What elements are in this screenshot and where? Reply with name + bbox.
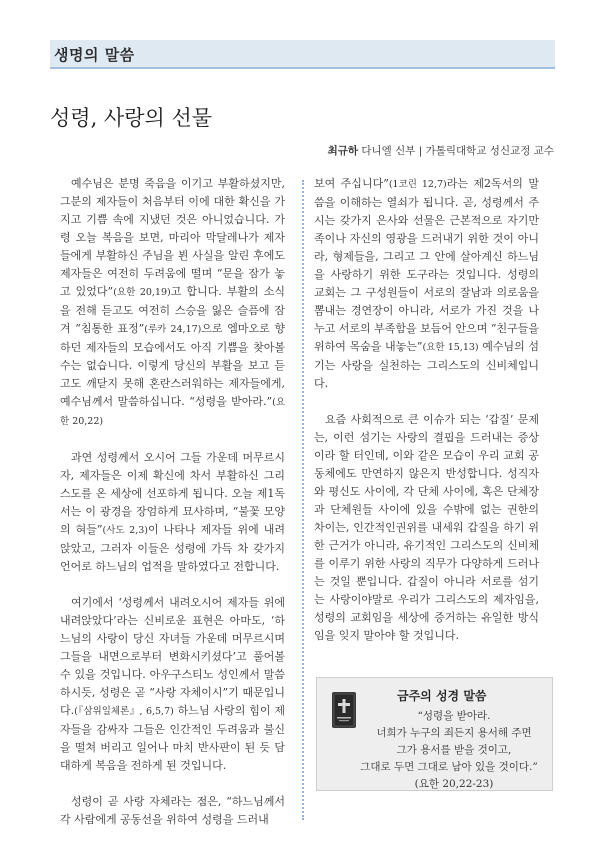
byline (328, 143, 554, 158)
left-paragraph-1: 예수님은 분명 죽음을 이기고 부활하셨지만, 그분의 제자들이 처음부터 이에 대한 확신을 가지고 기쁨 속에 지냈던 것은 아니었습니다. 가령 오늘 복음을 보면, 마리아 막달레나가 제자들에게 부활하신 주님을 뵌 사실을 알린 후에도 제자들은 여전히 두려움에 떨며 “문을 잠가 놓고 있었다”(요한 20,19)고 합니다. 부활의 소식을 전해 듣고도 여전히 스승을 잃은 슬픔에 잠겨 “침통한 표정”(루카 24,17)으로 엠마오로 향하던 제자들의 모습에서도 아직 기쁨을 찾아볼 수는 없습니다. 이렇게 당신의 부활을 보고 듣고도 깨닫지 못해 혼란스러워하는 제자들에게, 예수님께서 말씀하십니다. “성령을 받아라.”(요한 20,22) (60, 177, 286, 427)
verse-line: 그가 용서를 받을 것이고, (396, 744, 512, 756)
verse-line: “성령을 받아라. (417, 710, 491, 722)
scripture-ref: (요한 15,13) (422, 342, 479, 353)
scripture-ref: (사도 2,3) (102, 525, 148, 536)
left-column (60, 175, 285, 847)
scripture-ref: (요한 20,22) (60, 397, 285, 427)
author-name: 최규하 (327, 145, 358, 157)
weekly-verse-title: 금주의 성경 말씀 (397, 689, 487, 703)
right-paragraph-2: 요즘 사회적으로 큰 이슈가 되는 ‘갑질’ 문제는, 이런 섬기는 사랑의 결핍을 드러내는 증상이라 할 터인데, 이와 같은 모습이 우리 교회 공동체에도 만연하지 않은지 반성합니다. 성직자와 평신도 사이에, 각 단체 사이에, 혹은 단체장과 단체원들 사이에 있을 수밖에 없는 권한의 차이는, 인간적인권위를 내세워 갑질을 하기 위한 근거가 아니라, 유기적인 그리스도의 신비체를 이루기 위한 사랑의 직무가 다양하게 드러나는 것일 뿐입니다. 갑질이 아니라 서로를 섬기는 사랑이야말로 우리가 그리스도의 제자임을, 성령의 교회임을 세상에 증거하는 유일한 방식임을 잊지 말아야 할 것입니다. (314, 413, 539, 642)
left-paragraph-2: 과연 성령께서 오시어 그들 가운데 머무르시자, 제자들은 이제 확신에 차서 부활하신 그리스도를 온 세상에 선포하게 됩니다. 오늘 제1독서는 이 광경을 장엄하게 묘사하며, “불꽃 모양의 혀들”(사도 2,3)이 나타나 제자들 위에 내려앉았고, 그러자 이들은 성령에 가득 차 갖가지 언어로 하느님의 업적을 말하였다고 전합니다. (60, 451, 286, 573)
scripture-ref: (1코린 12,7) (388, 179, 447, 190)
column-divider (302, 180, 304, 820)
scripture-ref: (『삼위일체론』, 6,5,7) (74, 706, 174, 717)
left-paragraph-4: 성령이 곧 사랑 자체라는 점은, “하느님께서 각 사람에게 공동선을 위하여 성령을 드러내 (60, 795, 285, 826)
scripture-ref: (요한 20,19) (113, 287, 171, 298)
verse-line: 너희가 누구의 죄든지 용서해 주면 (376, 727, 532, 739)
verse-line: 그대로 두면 그대로 남아 있을 것이다.” (360, 761, 538, 773)
section-title: 생명의 말씀 (54, 46, 135, 64)
right-paragraph-1: 보여 주십니다”(1코린 12,7)라는 제2독서의 말씀을 이해하는 열쇠가 됩니다. 곧, 성령께서 주시는 갖가지 은사와 선물은 근본적으로 자기만족이나 자신의 영광을 드러내기 위한 것이 아니라, 형제들을, 그리고 그 안에 살아계신 하느님을 사랑하기 위한 도구라는 것입니다. 성령의 교회는 그 구성원들이 서로의 잘남과 의로움을 뽐내는 경연장이 아니라, 서로가 가진 것을 나누고 서로의 부족함을 보듬어 안으며 “친구들을 위하여 목숨을 내놓는”(요한 15,13) 예수님의 섬기는 사랑을 실천하는 그리스도의 신비체입니다. (314, 177, 540, 390)
weekly-verse-body (359, 708, 549, 793)
holy-bible-book-icon (329, 690, 359, 730)
article-title: 성령, 사랑의 선물 (50, 106, 213, 130)
right-column (314, 175, 539, 663)
verse-reference: (요한 20,22-23) (414, 778, 494, 790)
left-paragraph-3: 여기에서 ‘성령께서 내려오시어 제자들 위에 내려앉았다’라는 신비로운 표현은 아마도, ‘하느님의 사랑이 당신 자녀들 가운데 머무르시며 그들을 내면으로부터 변화시키셨다’고 풀어볼 수 있을 것입니다. 아우구스티노 성인께서 말씀하시듯, 성령은 곧 “사랑 자체이시”기 때문입니다.(『삼위일체론』, 6,5,7) 하느님 사랑의 힘이 제자들을 감싸자 그들은 인간적인 두려움과 불신을 떨쳐 버리고 일어나 마치 반사판이 된 듯 담대하게 복음을 전하게 된 것입니다. (60, 596, 285, 772)
author-affiliation: 다니엘 신부 | 가톨릭대학교 성신교정 교수 (358, 145, 554, 157)
weekly-verse-box (316, 677, 553, 791)
section-header-band (50, 40, 555, 69)
scripture-ref: (루카 24,17) (144, 324, 202, 335)
